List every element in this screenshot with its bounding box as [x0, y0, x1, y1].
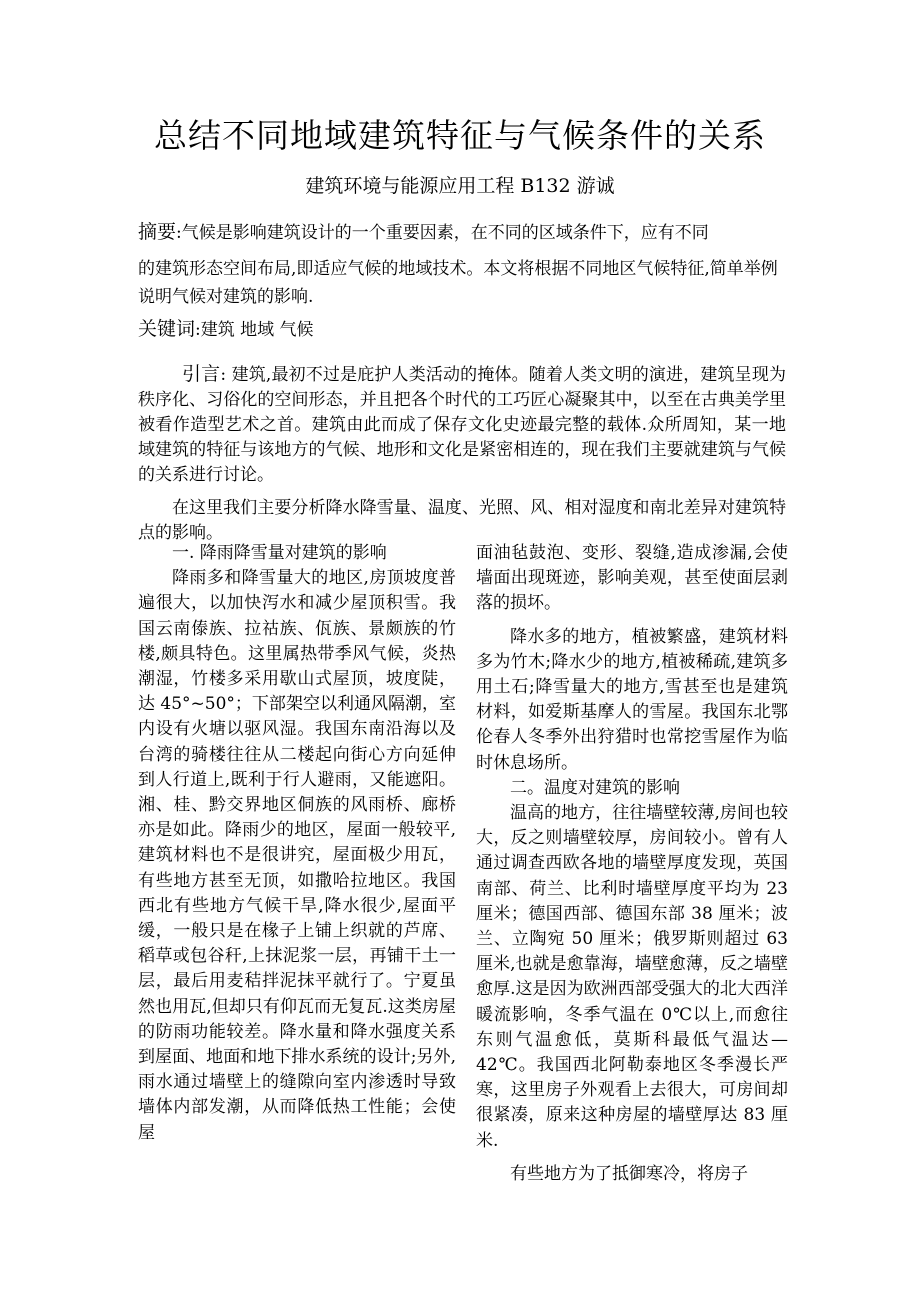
abstract-line-1: :气候是影响建筑设计的一个重要因素，在不同的区域条件下，应有不同: [176, 223, 709, 243]
section-heading-2: 二。温度对建筑的影响: [510, 777, 680, 798]
keywords-text: :建筑 地域 气候: [195, 320, 314, 340]
section-heading-1: 一. 降雨降雪量对建筑的影响: [172, 543, 387, 563]
intro-paragraph-2: 在这里我们主要分析降水降雪量、温度、光照、风、相对湿度和南北差异对建筑特点的影响。: [138, 498, 786, 543]
right-paragraph-2: 降水多的地方，植被繁盛，建筑材料多为竹木;降水少的地方,植被稀疏,建筑多用土石;降雪量大的地方,雪甚至也是建筑材料，如爱斯基摩人的雪屋。我国东北鄂伦春人冬季外出狩猎时也常挖雪屋作为临时休息场所。: [476, 626, 788, 773]
abstract: [138, 218, 786, 311]
introduction: [138, 362, 786, 546]
right-paragraph-1: 面油毡鼓泡、变形、裂缝,造成渗漏,会使墙面出现斑迹，影响美观，甚至使面层剥落的损坏。: [476, 543, 788, 614]
intro-label: 引言: [182, 363, 221, 385]
right-column: [476, 541, 788, 1187]
left-column: [138, 541, 456, 1146]
intro-paragraph-1: [138, 362, 786, 488]
right-paragraph-4: 有些地方为了抵御寒冷，将房子: [510, 1163, 748, 1184]
keywords: [138, 315, 786, 344]
left-paragraph-1: 降雨多和降雪量大的地区,房顶坡度普遍很大，以加快泻水和减少屋顶积雪。我国云南傣族、拉祜族、佤族、景颇族的竹楼,颇具特色。这里属热带季风气候，炎热潮湿，竹楼多采用歇山式屋顶，坡度陡，达 45°~50°；下部架空以利通风隔潮，室内设有火塘以驱风湿。我国东南沿海以及台湾的骑楼往往从二楼起向街心方向延伸到人行道上,既利于行人避雨，又能遮阳。湘、桂、黔交界地区侗族的风雨桥、廊桥亦是如此。降雨少的地区，屋面一般较平,建筑材料也不是很讲究，屋面极少用瓦，有些地方甚至无顶，如撒哈拉地区。我国西北有些地方气候干旱,降水很少,屋面平缓，一般只是在椽子上铺上织就的芦席、稻草或包谷秆,上抹泥浆一层，再铺干土一层，最后用麦秸拌泥抹平就行了。宁夏虽然也用瓦,但却只有仰瓦而无复瓦.这类房屋的防雨功能较差。降水量和降水强度关系到屋面、地面和地下排水系统的设计;另外,雨水通过墙壁上的缝隙向室内渗透时导致墙体内部发潮，从而降低热工性能；会使屋: [138, 568, 456, 1143]
keywords-label: 关键词: [138, 318, 196, 340]
author-line: 建筑环境与能源应用工程 B132 游诚: [305, 175, 615, 197]
abstract-text: 的建筑形态空间布局,即适应气候的地域技术。本文将根据不同地区气候特征,简单举例说明气候对建筑的影响.: [138, 259, 778, 307]
abstract-label: 摘要: [138, 221, 177, 243]
document-title: 总结不同地域建筑特征与气候条件的关系: [154, 116, 766, 155]
right-paragraph-3: 温高的地方，往往墙壁较薄,房间也较大，反之则墙壁较厚，房间较小。曾有人通过调查西欧各地的墙壁厚度发现，英国南部、荷兰、比利时墙壁厚度平均为 23 厘米；德国西部、德国东部 38 厘米；波兰、立陶宛 50 厘米；俄罗斯则超过 63 厘米,也就是愈靠海，墙壁愈薄，反之墙壁愈厚.这是因为欧洲西部受强大的北大西洋暖流影响，冬季气温在 0℃以上,而愈往东则气温愈低，莫斯科最低气温达—42℃。我国西北阿勒泰地区冬季漫长严寒，这里房子外观看上去很大，可房间却很紧凑，原来这种房屋的墙壁厚达 83 厘米.: [476, 803, 788, 1151]
intro-text-1: : 建筑,最初不过是庇护人类活动的掩体。随着人类文明的演进，建筑呈现为秩序化、习俗化的空间形态，并且把各个时代的工巧匠心凝聚其中，以至在古典美学里被看作造型艺术之首。建筑由此而成了保存文化史迹最完整的载体.众所周知，某一地域建筑的特征与该地方的气候、地形和文化是紧密相连的，现在我们主要就建筑与气候的关系进行讨论。: [138, 365, 786, 485]
